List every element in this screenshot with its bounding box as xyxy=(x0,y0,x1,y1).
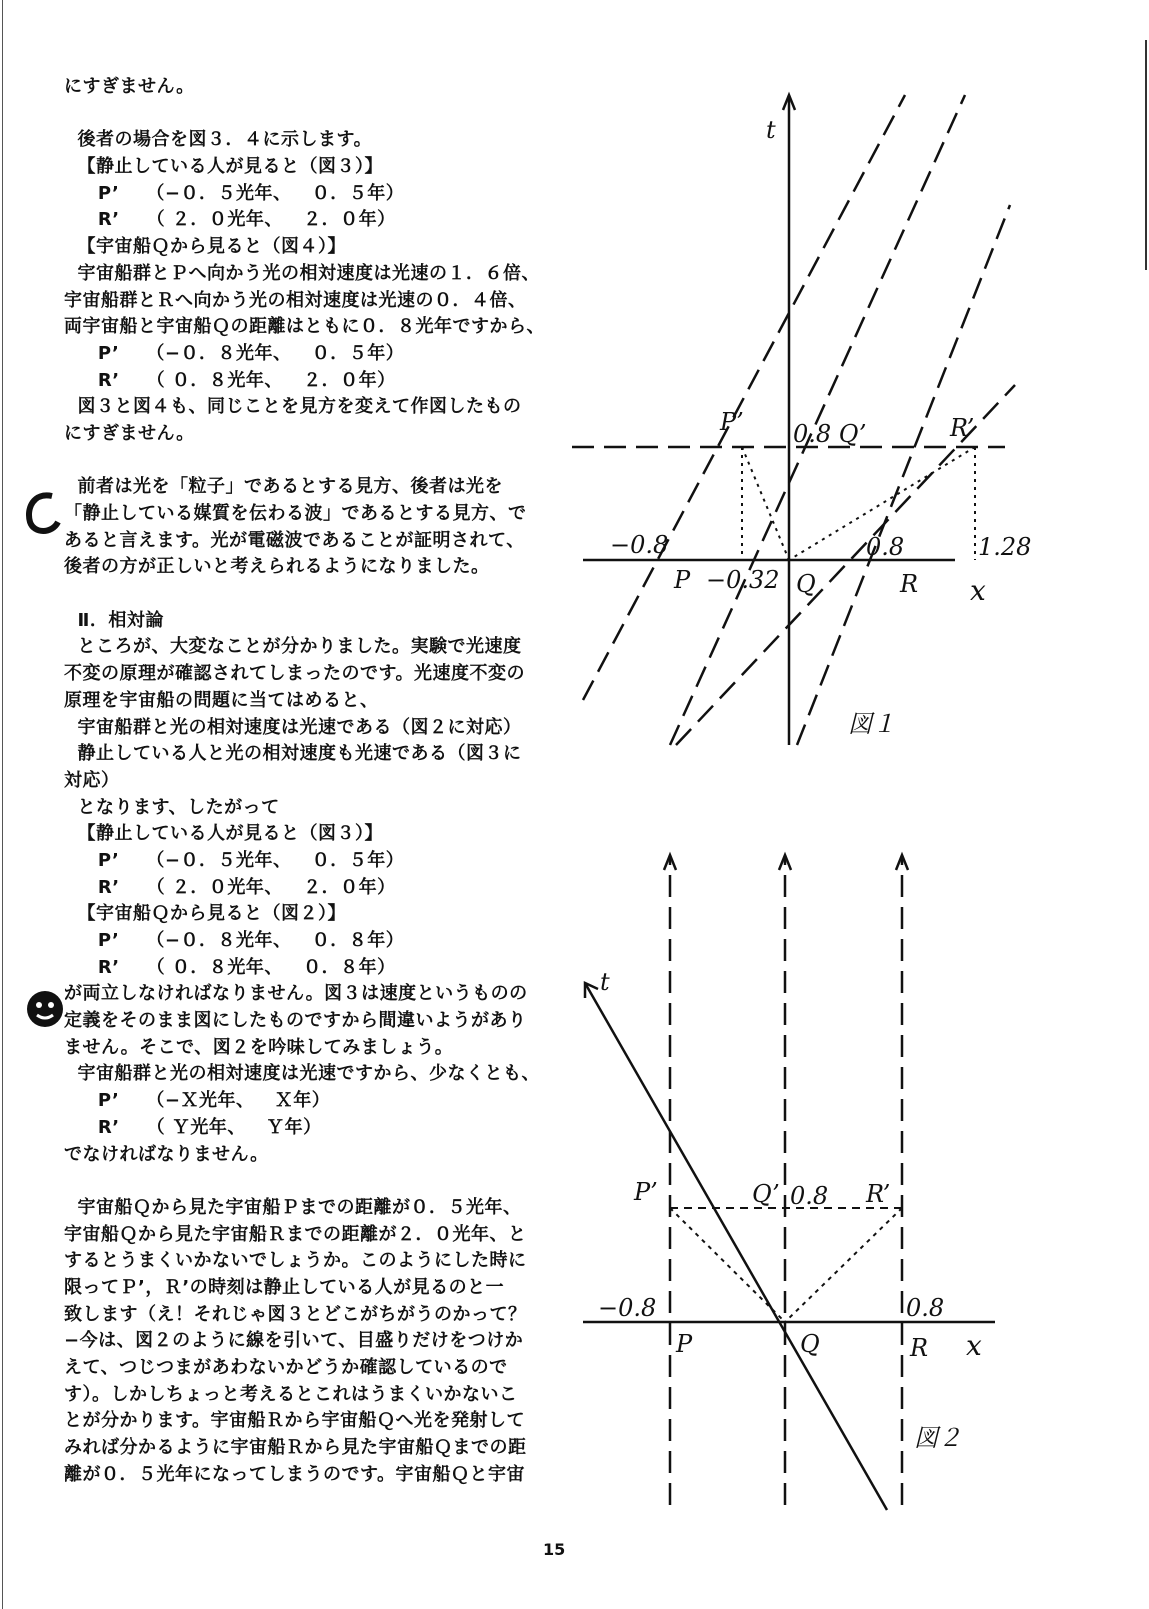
fig1-t-axis-label: t xyxy=(766,116,776,144)
text-line: 原理を宇宙船の問題に当てはめると、 xyxy=(64,689,379,711)
text-line: みれば分かるように宇宙船Ｒから見た宇宙船Ｑまでの距 xyxy=(64,1437,527,1459)
margin-face-mark xyxy=(24,988,66,1030)
text-line: P’ （−０．８光年、 ０．８年） xyxy=(64,930,405,951)
fig1-p-prime-label: P’ xyxy=(720,408,744,436)
text-line: あると言えます。光が電磁波であることが証明されて、 xyxy=(64,529,525,551)
text-line: でなければなりません。 xyxy=(64,1143,269,1165)
text-line xyxy=(64,1168,574,1195)
fig2-caption: 図２ xyxy=(914,1424,962,1452)
text-line: ません。そこで、図２を吟味してみましょう。 xyxy=(64,1036,454,1058)
text-line: −今は、図２のように線を引いて、目盛りだけをつけか xyxy=(64,1330,524,1352)
text-line: 宇宙船群とＲへ向かう光の相対速度は光速の０．４倍、 xyxy=(64,289,527,311)
text-line: にすぎません。 xyxy=(64,76,195,97)
text-line: 宇宙船Ｑから見た宇宙船Ｐまでの距離が０．５光年、 xyxy=(64,1196,522,1218)
fig2-p-prime-label: P’ xyxy=(634,1178,658,1206)
text-line: P’ （−０．８光年、 ０．５年） xyxy=(64,342,405,364)
text-line: R’ （ ０．８光年、 ０．８年） xyxy=(64,956,396,978)
fig1-r-label: R xyxy=(900,570,919,598)
text-line: 図３と図４も、同じことを見方を変えて作図したもの xyxy=(64,396,522,418)
text-line: 定義をそのまま図にしたものですから間違いようがあり xyxy=(64,1010,527,1032)
fig1-r-prime-label: R’ xyxy=(950,414,975,442)
page-number: 15 xyxy=(543,1540,566,1559)
text-line: 宇宙船群とＰへ向かう光の相対速度は光速の１．６倍、 xyxy=(64,262,541,284)
margin-circle-mark xyxy=(22,488,66,538)
text-line: 「静止している媒質を伝わる波」であるとする見方、で xyxy=(64,503,527,524)
text-line: R’ （ ２．０光年、 ２．０年） xyxy=(64,209,396,231)
fig1-minus-08-label: −0.8 xyxy=(610,531,669,559)
fig2-08-t-label: 0.8 xyxy=(790,1182,829,1210)
text-line: ところが、大変なことが分かりました。実験で光速度 xyxy=(64,636,522,658)
fig2-r-prime-label: R’ xyxy=(866,1180,891,1208)
fig2-x-axis-label: x xyxy=(966,1329,982,1362)
text-line: が両立しなければなりません。図３は速度というものの xyxy=(64,983,528,1005)
text-line: 後者の場合を図３．４に示します。 xyxy=(64,129,373,151)
text-line: 宇宙船群と光の相対速度は光速ですから、少なくとも、 xyxy=(64,1063,541,1085)
text-line: 後者の方が正しいと考えられるようになりました。 xyxy=(64,556,490,578)
fig2-q-prime-label: Q’ xyxy=(752,1180,780,1208)
fig1-08-label: 0.8 xyxy=(866,533,905,561)
text-line: 宇宙船群と光の相対速度は光速である（図２に対応） xyxy=(64,716,522,738)
text-line xyxy=(64,581,574,608)
fig2-r-label: R xyxy=(910,1334,929,1362)
text-line xyxy=(64,101,574,128)
text-line: 【宇宙船Ｑから見ると（図２）】 xyxy=(64,903,347,925)
text-line: 離が０．５光年になってしまうのです。宇宙船Ｑと宇宙 xyxy=(64,1463,526,1485)
fig1-p-label: P xyxy=(674,566,691,594)
text-line: 不変の原理が確認されてしまったのです。光速度不変の xyxy=(64,663,526,685)
text-line: 致します（え！それじゃ図３とどこがちがうのかって？ xyxy=(64,1303,527,1325)
figure-1-spacetime-diagram xyxy=(555,80,1145,760)
text-line: 前者は光を「粒子」であるとする見方、後者は光を xyxy=(64,476,504,498)
text-line: となります、したがって xyxy=(64,796,280,818)
fig1-q-label: Q xyxy=(796,570,816,598)
text-line: 両宇宙船と宇宙船Ｑの距離はともに０．８光年ですから、 xyxy=(64,316,545,338)
fig2-p-label: P xyxy=(676,1330,693,1358)
fig1-caption: 図１ xyxy=(848,710,896,738)
fig1-minus-032-label: −0.32 xyxy=(706,566,780,594)
text-line: 【静止している人が見ると（図３）】 xyxy=(64,823,384,845)
text-line: 【宇宙船Ｑから見ると（図４）】 xyxy=(64,236,347,258)
text-line: 【静止している人が見ると（図３）】 xyxy=(64,156,384,178)
fig2-08-x-label: 0.8 xyxy=(906,1294,945,1322)
fig2-q-label: Q xyxy=(800,1330,820,1358)
text-line: P’ （−０．５光年、 ０．５年） xyxy=(64,849,405,871)
text-line: R’ （ ０．８光年、 ２．０年） xyxy=(64,369,396,391)
fig2-t-axis-label: t xyxy=(600,968,610,996)
text-line: とが分かります。宇宙船Ｒから宇宙船Ｑへ光を発射して xyxy=(64,1410,526,1432)
fig1-128-label: 1.28 xyxy=(978,533,1032,561)
scan-edge-right xyxy=(1145,40,1147,270)
text-line: 宇宙船Ｑから見た宇宙船Ｒまでの距離が２．０光年、と xyxy=(64,1223,527,1245)
text-line: 限ってＰ’，Ｒ’の時刻は静止している人が見るのと一 xyxy=(64,1276,505,1298)
text-line xyxy=(64,448,574,475)
text-line: えて、つじつまがあわないかどうか確認しているので xyxy=(64,1357,508,1378)
text-line: 対応） xyxy=(64,769,120,791)
body-text xyxy=(64,74,574,1488)
text-line: す）。しかしちょっと考えるとこれはうまくいかないこ xyxy=(64,1383,518,1405)
text-line: P’ （−Ｘ光年、 Ｘ年） xyxy=(64,1090,331,1112)
text-line: にすぎません。 xyxy=(64,422,195,444)
fig2-minus-08-label: −0.8 xyxy=(598,1294,657,1322)
fig1-x-axis-label: x xyxy=(970,574,986,607)
text-line: Ⅱ．相対論 xyxy=(64,609,164,631)
scan-edge-left xyxy=(2,0,3,1609)
text-line: R’ （ ２．０光年、 ２．０年） xyxy=(64,876,396,898)
fig1-q-prime-label: 0.8 Q’ xyxy=(793,420,867,448)
text-line: P’ （−０．５光年、 ０．５年） xyxy=(64,182,405,204)
text-line: R’ （ Ｙ光年、 Ｙ年） xyxy=(64,1116,322,1138)
figure-2-spacetime-diagram xyxy=(555,840,1145,1520)
text-line: するとうまくいかないでしょうか。このようにした時に xyxy=(64,1250,527,1272)
text-line: 静止している人と光の相対速度も光速である（図３に xyxy=(64,743,522,765)
